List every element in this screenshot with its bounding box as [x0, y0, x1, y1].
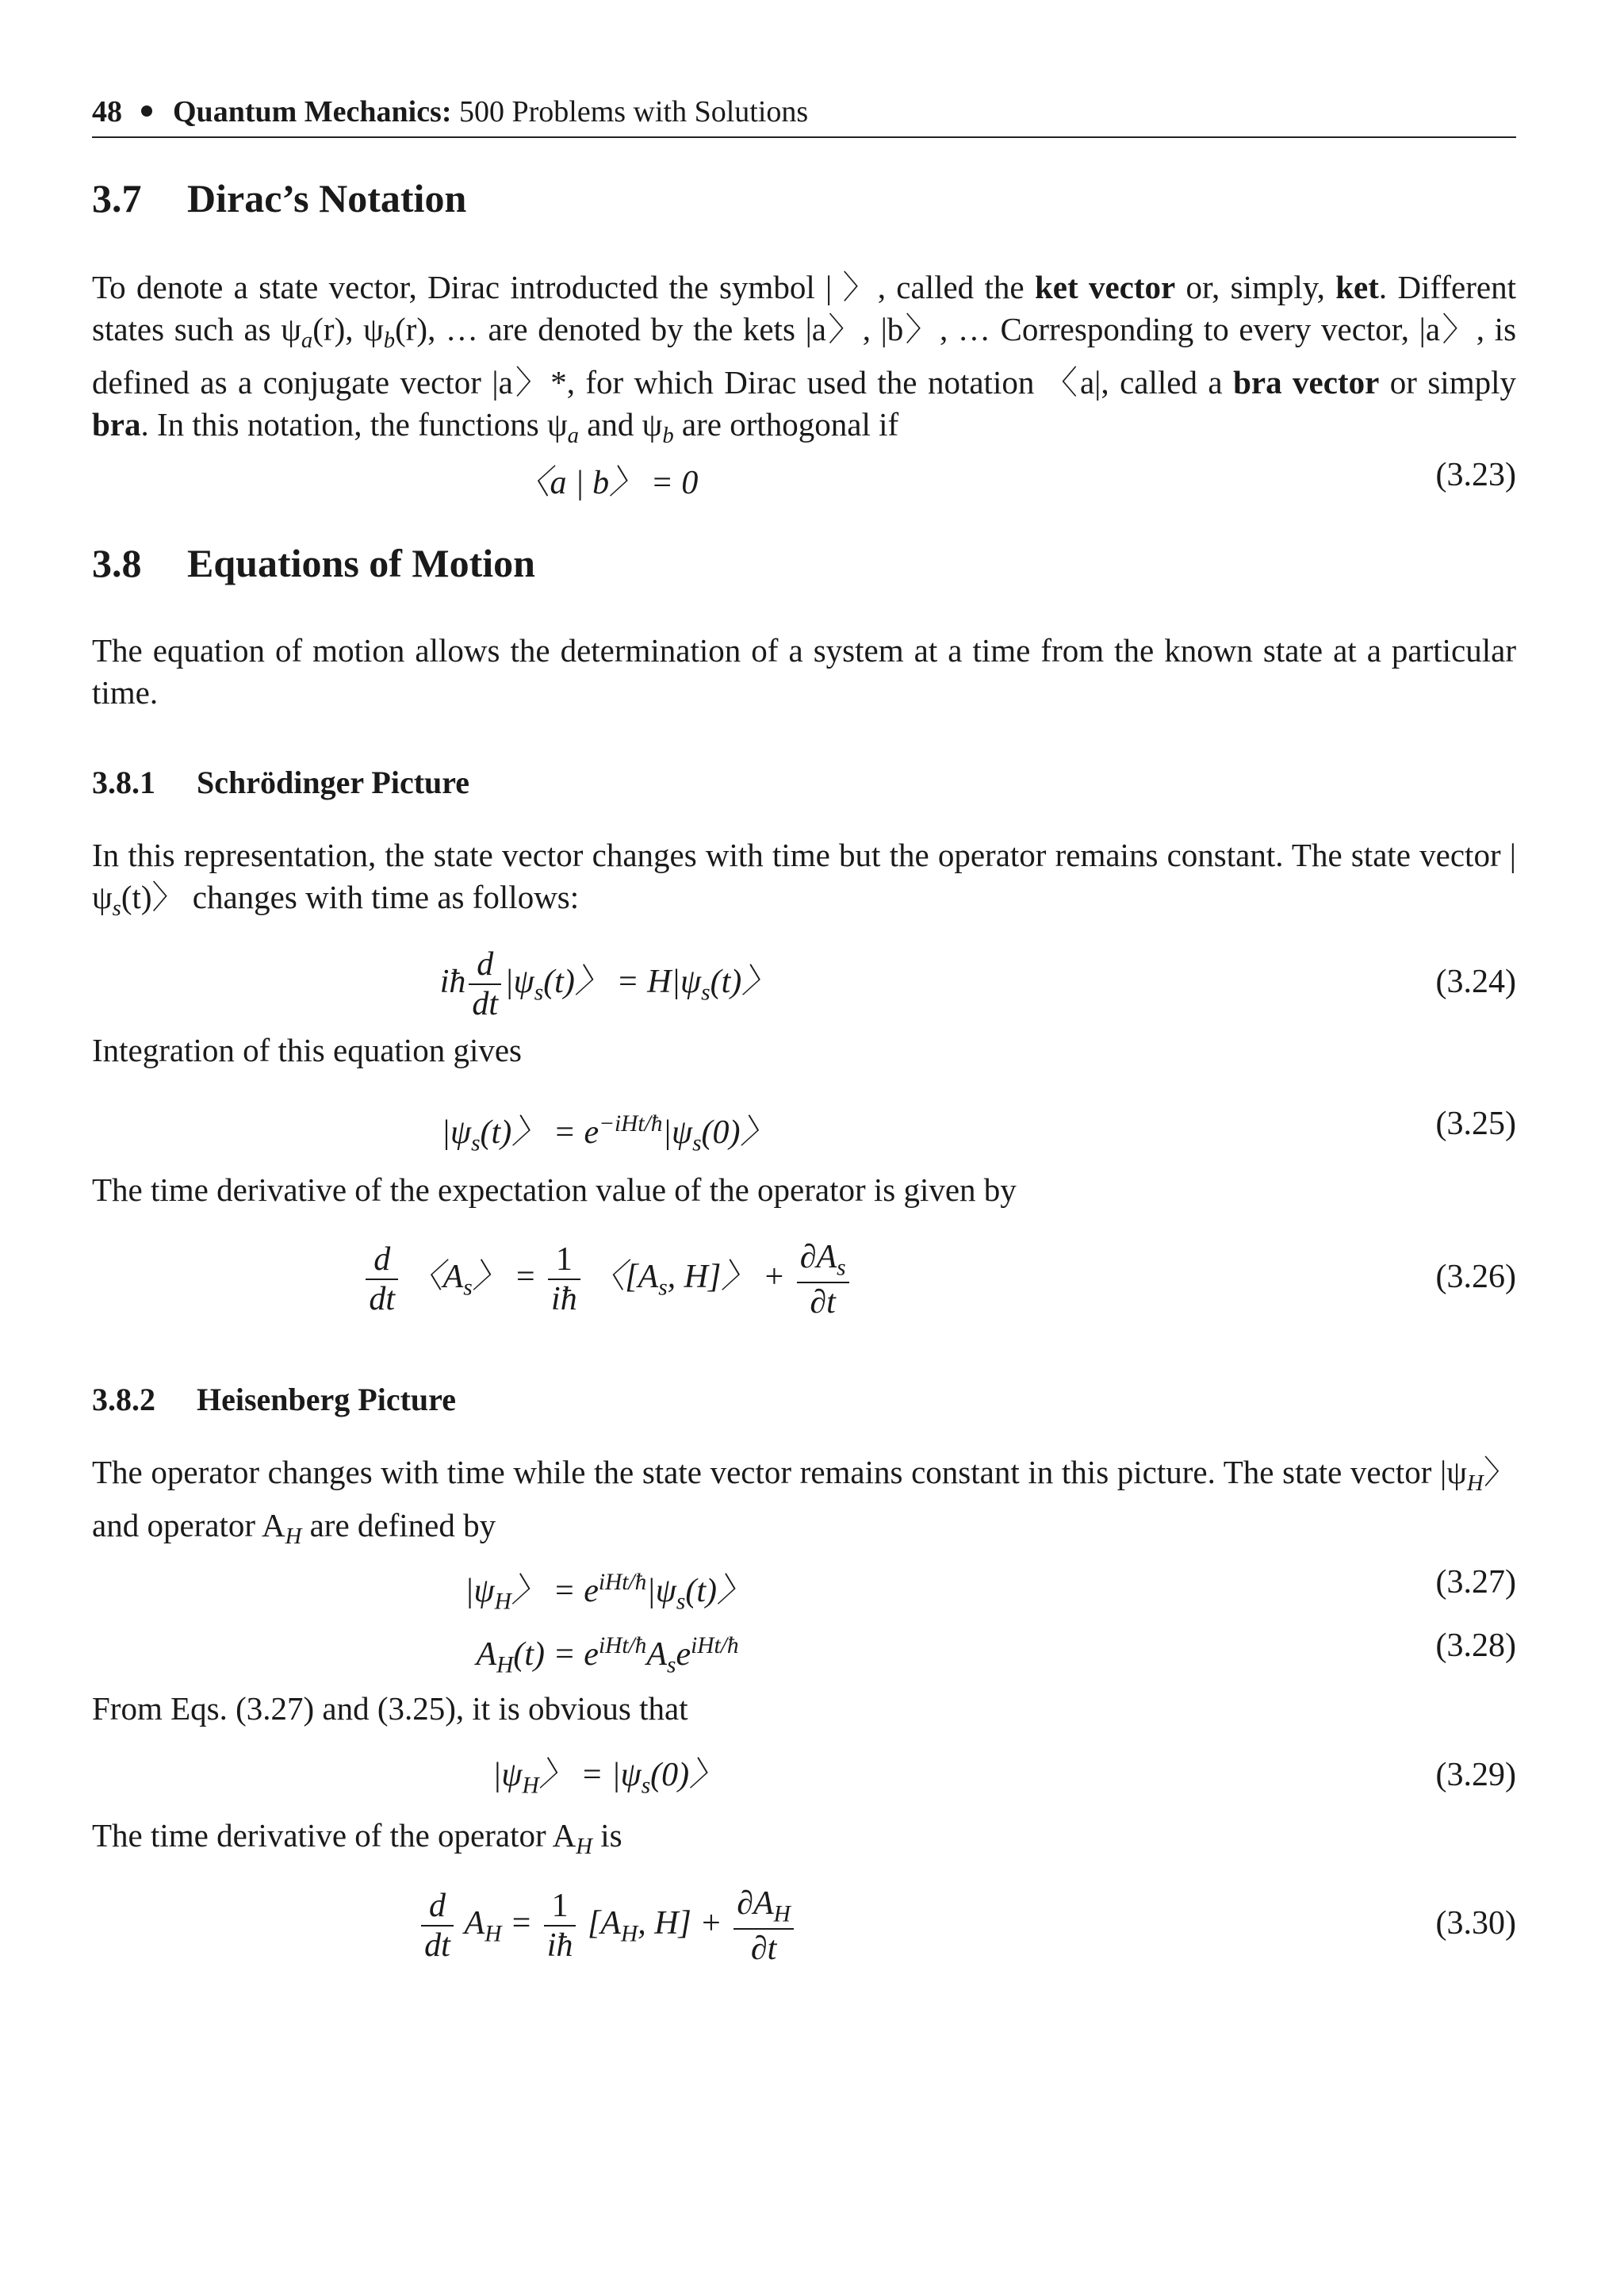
running-head: [92, 94, 1516, 138]
equation-3-28: $A_H(t) = e^{iHt/ħ}A_se^{iHt/ħ}$ (3.28): [476, 1627, 1516, 1678]
paragraph-integration: Integration of this equation gives: [92, 1032, 522, 1068]
paragraph-time-derivative-operator: The time derivative of the operator $A_H$ is: [92, 1817, 622, 1860]
paragraph-from-eqs: From Eqs. (3.27) and (3.25), it is obvious that: [92, 1690, 688, 1727]
equation-3-23: 〈a | b〉 = 0 (3.23): [516, 457, 1516, 501]
paragraph-schrodinger: In this representation, the state vector changes with time but the operator remains constant. The state vector $|\psi_s(t)$〉 changes with time as follows:: [92, 837, 1516, 922]
bullet-separator: [141, 105, 152, 117]
section-heading-3-8: 3.8 Equations of Motion: [92, 541, 535, 585]
equation-3-27: $|\psi_H$〉 = $e^{iHt/ħ}|\psi_s(t)$〉 (3.27): [464, 1564, 1516, 1615]
section-heading-3-7: [92, 174, 466, 222]
equation-3-30: $\frac{d}{dt}$ $A_H$ = $\frac{1}{iħ}$ [$A_H$, H] + $\frac{\partial A_H}{\partial t}$ (3.30): [92, 1880, 1516, 1967]
equation-3-29: $|\psi_H$〉 = $|\psi_s(0)$〉 (3.29): [492, 1757, 1516, 1799]
book-page: [92, 0, 1516, 2285]
section-title: Dirac’s Notation: [187, 176, 467, 220]
paragraph-dirac: To denote a state vector, Dirac introducted the symbol | 〉, called the ket vector or, simply, ket. Different states such as $\psi_a(r)$, $\psi_b(r)$, … are denoted by the kets |a〉, |b〉, … Corresponding to every vector, |a〉, is defined as a conjugate vector |a〉*, for which Dirac used the notation 〈a|, called a bra vector or simply bra. In this notation, the functions $\psi_a$ and $\psi_b$ are orthogonal if: [92, 269, 1517, 449]
equation-3-25: $|\psi_s(t)$〉 = $e^{-iHt/ħ}|\psi_s(0)$〉 (3.25): [441, 1106, 1516, 1156]
paragraph-equations-of-motion: The equation of motion allows the determination of a system at a time from the known state at a particular time.: [92, 632, 1516, 711]
equation-3-24: iħ $\frac{d}{dt}$ $|\psi_s(t)$〉 = $H|\psi_s(t)$〉 (3.24): [439, 946, 1516, 1023]
paragraph-time-derivative: The time derivative of the expectation value of the operator is given by: [92, 1171, 1017, 1208]
paragraph-heisenberg: The operator changes with time while the state vector remains constant in this picture. The state vector $|\psi_H$〉 and operator $A_H$ are defined by: [92, 1454, 1517, 1550]
section-number: 3.7: [92, 176, 142, 220]
book-title: Quantum Mechanics:: [173, 95, 452, 128]
subsection-heading-3-8-2: 3.8.2 Heisenberg Picture: [92, 1382, 456, 1417]
equation-3-26: $\frac{d}{dt}$ 〈$A_s$〉 = $\frac{1}{iħ}$ 〈[$A_s$, H]〉 + $\frac{\partial A_s}{\partial t}$ (3.26): [92, 1233, 1516, 1321]
book-subtitle: 500 Problems with Solutions: [459, 95, 809, 128]
equation-number: (3.23): [1435, 457, 1516, 493]
subsection-heading-3-8-1: 3.8.1 Schrödinger Picture: [92, 765, 470, 800]
page-number: 48: [92, 95, 122, 128]
